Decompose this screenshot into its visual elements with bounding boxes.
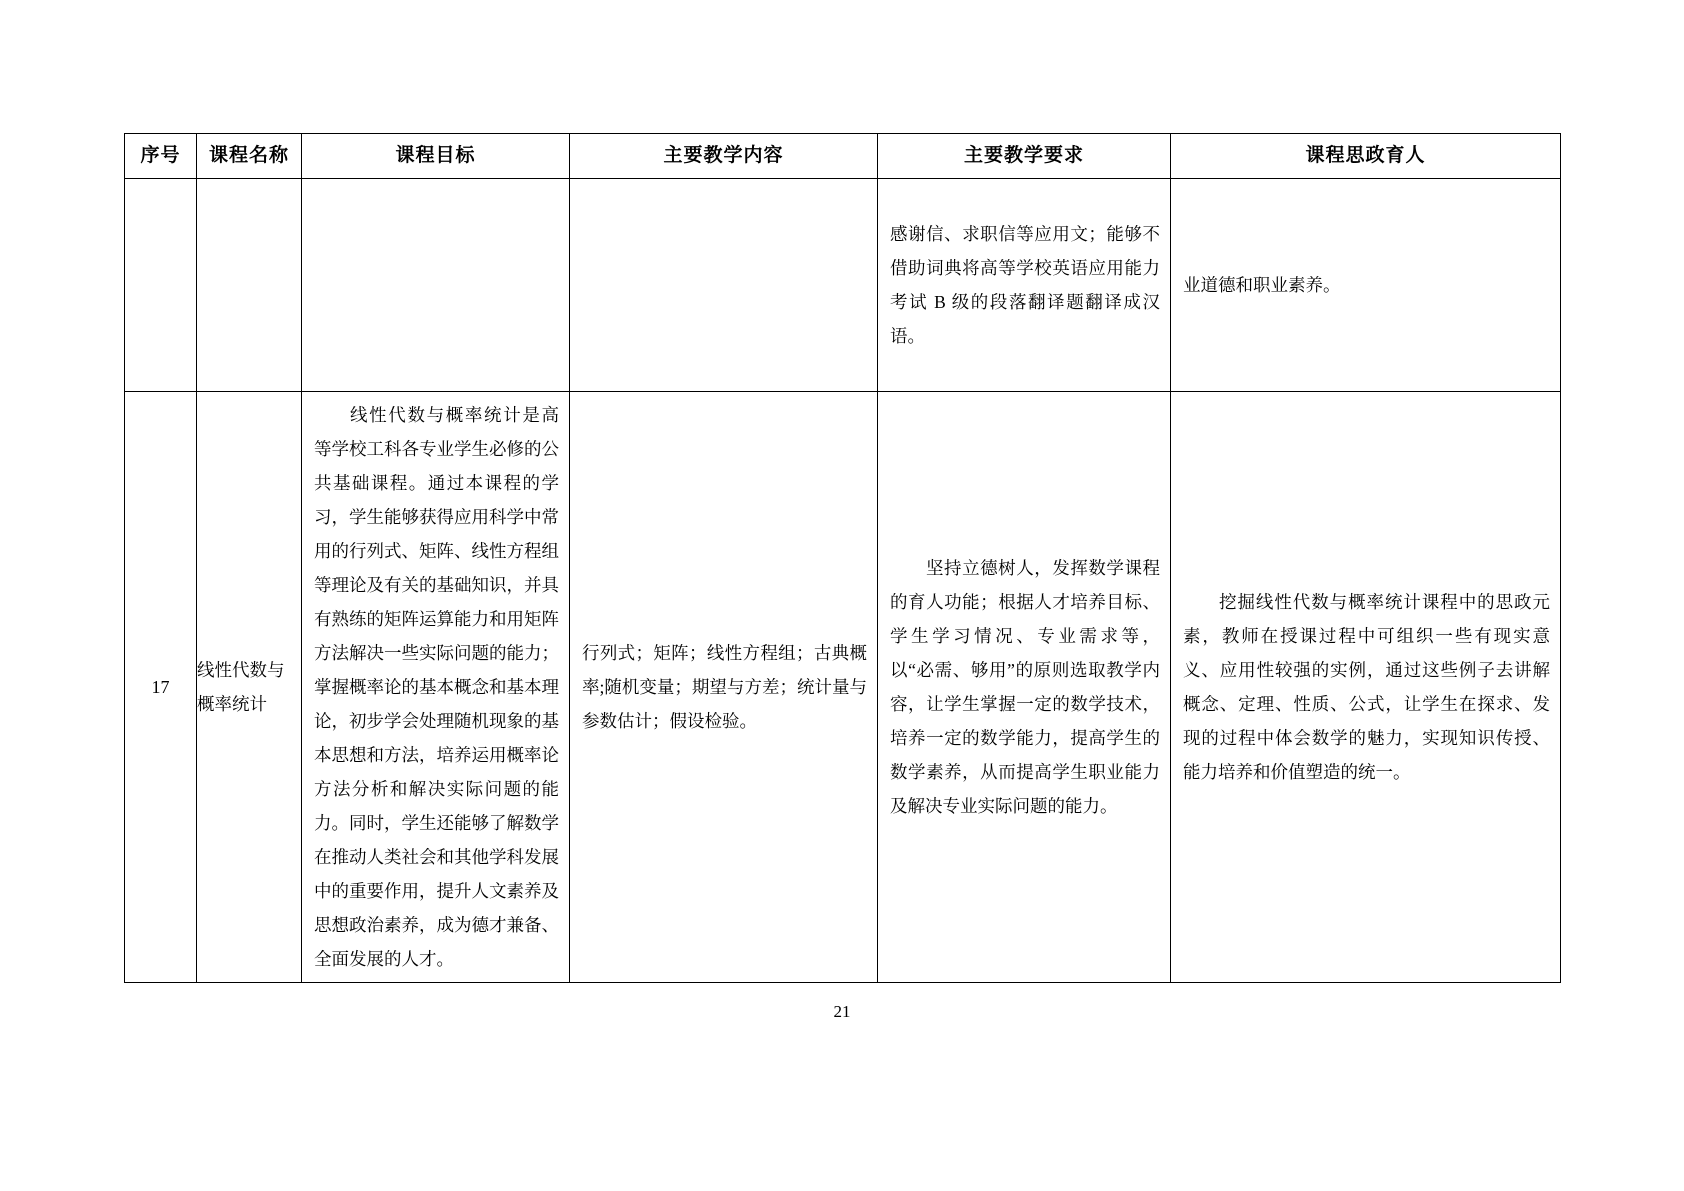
column-header-teaching-requirement: 主要教学要求 [878,134,1171,179]
table-header-row [125,134,1561,179]
cell-course-goal-text: 线性代数与概率统计是高等学校工科各专业学生必修的公共基础课程。通过本课程的学习，学生能够获得应用科学中常用的行列式、矩阵、线性方程组等理论及有关的基础知识，并具有熟练的矩阵运算能力和用矩阵方法解决一些实际问题的能力；掌握概率论的基本概念和基本理论，初步学会处理随机现象的基本思想和方法，培养运用概率论方法分析和解决实际问题的能力。同时，学生还能够了解数学在推动人类社会和其他学科发展中的重要作用，提升人文素养及思想政治素养，成为德才兼备、全面发展的人才。 [314,405,559,969]
column-header-teaching-content: 主要教学内容 [570,134,878,179]
cell-ideology-education-text: 挖掘线性代数与概率统计课程中的思政元素，教师在授课过程中可组织一些有现实意义、应用性较强的实例，通过这些例子去讲解概念、定理、性质、公式，让学生在探求、发现的过程中体会数学的魅力，实现知识传授、能力培养和价值塑造的统一。 [1183,592,1550,782]
cell-ideology-education [1171,179,1561,392]
cell-teaching-requirement [878,179,1171,392]
cell-teaching-content [570,392,878,983]
cell-teaching-content [570,179,878,392]
cell-course-goal [302,392,570,983]
cell-course-name [197,179,302,392]
cell-teaching-requirement-text: 坚持立德树人，发挥数学课程的育人功能；根据人才培养目标、学生学习情况、专业需求等，以“必需、够用”的原则选取教学内容，让学生掌握一定的数学技术，培养一定的数学能力，提高学生的数学素养，从而提高学生职业能力及解决专业实际问题的能力。 [890,558,1160,816]
column-header-course-name: 课程名称 [197,134,302,179]
cell-teaching-content-text: 行列式；矩阵；线性方程组；古典概率;随机变量；期望与方差；统计量与参数估计；假设检验。 [582,643,867,731]
column-header-ideology-education: 课程思政育人 [1171,134,1561,179]
cell-no: 17 [125,392,197,983]
cell-teaching-content-text [570,279,877,291]
cell-ideology-education [1171,392,1561,983]
cell-no [125,179,197,392]
table-row [125,179,1561,392]
course-table [124,133,1561,983]
table-row [125,392,1561,983]
cell-ideology-education-text: 业道德和职业素养。 [1183,275,1341,295]
page-number: 21 [833,1002,851,1021]
cell-course-name: 线性代数与概率统计 [197,392,302,983]
cell-course-goal-text [302,279,569,291]
cell-teaching-requirement [878,392,1171,983]
cell-teaching-requirement-text: 感谢信、求职信等应用文；能够不借助词典将高等学校英语应用能力考试 B 级的段落翻译题翻译成汉语。 [890,224,1160,346]
cell-course-goal [302,179,570,392]
column-header-course-goal: 课程目标 [302,134,570,179]
column-header-no: 序号 [125,134,197,179]
